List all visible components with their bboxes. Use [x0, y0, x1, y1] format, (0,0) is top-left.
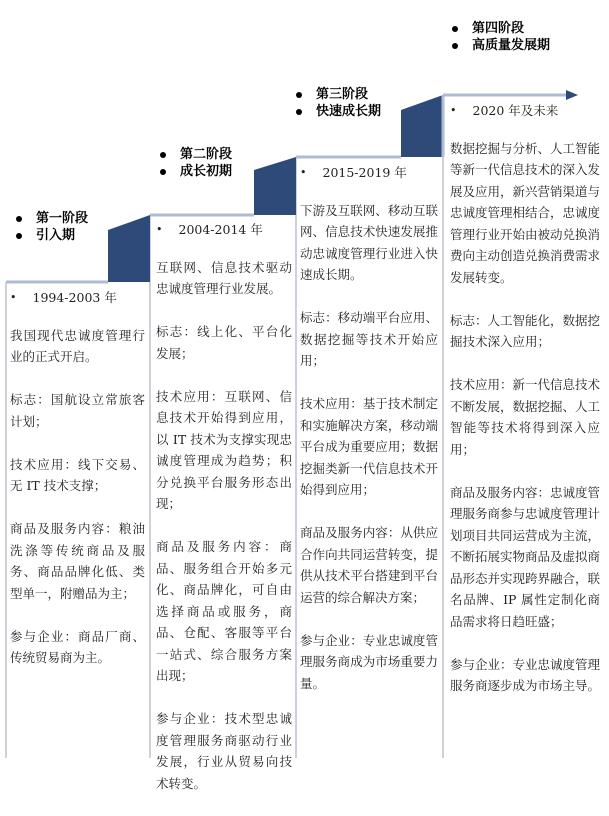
bullet-icon: • — [10, 291, 17, 304]
participants-paragraph: 参与企业：技术型忠诚度管理服务商驱动行业发展，行业从贸易向技术转变。 — [156, 711, 292, 791]
stage-label-1 — [16, 210, 88, 244]
participants-paragraph: 参与企业：专业忠诚度管理服务商逐步成为市场主导。 — [450, 656, 601, 693]
bullet-icon — [452, 43, 458, 49]
technology-paragraph: 技术应用：线下交易、无 IT 技术支撑； — [10, 456, 145, 493]
technology-paragraph: 技术应用：互联网、信息技术开始得到应用，以 IT 技术为支撑实现忠诚度管理成为趋势；积分兑换平台服务形态出现； — [156, 388, 292, 511]
period-label: 2004-2014 年 — [178, 222, 263, 237]
stage-column-3 — [300, 162, 438, 716]
stage-column-1 — [10, 287, 145, 690]
period-row — [300, 162, 438, 184]
step-connector-2 — [254, 157, 296, 215]
period-row — [156, 219, 292, 241]
period-label: 2015-2019 年 — [322, 165, 407, 180]
description-paragraph: 数据挖掘与分析、人工智能等新一代信息技术的深入发展及应用，新兴营销渠道与忠诚度管理相结合，忠诚度管理行业开始由被动兑换消费向主动创造兑换消费需求发展转变。 — [450, 140, 601, 285]
description-paragraph: 互联网、信息技术驱动忠诚度管理行业发展。 — [156, 259, 292, 296]
bullet-icon: • — [156, 223, 163, 236]
participants-paragraph: 参与企业：专业忠诚度管理服务商成为市场重要力量。 — [300, 632, 438, 691]
period-label: 2020 年及未来 — [472, 103, 559, 118]
stage-name: 引入期 — [36, 228, 76, 243]
stage-column-4 — [450, 100, 600, 718]
bullet-icon — [16, 233, 22, 239]
bullet-icon: • — [300, 166, 307, 179]
bullet-icon — [452, 26, 458, 32]
technology-paragraph: 技术应用：基于技术制定和实施解决方案，移动端平台成为重要应用；数据挖掘类新一代信息技术开始得到应用； — [300, 396, 438, 497]
products-paragraph: 商品及服务内容：商品、服务组合开始多元化、商品牌化，可自由选择商品或服务，商品、仓配、客服等平台一站式、综合服务方案出现； — [156, 539, 292, 683]
bullet-icon — [296, 92, 302, 98]
products-paragraph: 商品及服务内容：粮油洗涤等传统商品及服务、商品品牌化低、类型单一，附赠品为主； — [10, 521, 145, 601]
description-paragraph: 下游及互联网、移动互联网、信息技术快速发展推动忠诚度管理行业进入快速成长期。 — [300, 202, 438, 282]
products-paragraph: 商品及服务内容：从供应合作向共同运营转变，提供从技术平台搭建到平台运营的综合解决方案； — [300, 525, 438, 605]
stage-name: 高质量发展期 — [472, 38, 551, 53]
bullet-icon — [296, 109, 302, 115]
products-paragraph: 商品及服务内容：忠诚度管理服务商参与忠诚度管理计划项目共同运营成为主流，不断拓展实物商品及虚拟商品形态并实现跨界融合，联名品牌、IP 属性定制化商品需求将日趋旺盛； — [450, 484, 601, 629]
bullet-icon: • — [450, 104, 457, 117]
bullet-icon — [16, 216, 22, 222]
technology-paragraph: 技术应用：新一代信息技术不断发展，数据挖掘、人工智能等技术将得到深入应用； — [450, 377, 601, 457]
milestone-paragraph: 标志：线上化、平台化发展； — [156, 324, 292, 361]
stage-name: 成长初期 — [180, 164, 233, 179]
milestone-paragraph: 标志：移动端平台应用、数据挖掘等技术开始应用； — [300, 310, 438, 368]
step-connector-3 — [401, 95, 443, 157]
period-row — [450, 100, 600, 122]
participants-paragraph: 参与企业：商品厂商、传统贸易商为主。 — [10, 628, 145, 665]
stage-phase: 第三阶段 — [316, 87, 369, 102]
stage-phase: 第四阶段 — [472, 21, 525, 36]
stage-label-4 — [452, 20, 550, 54]
period-row — [10, 287, 145, 309]
stage-phase: 第二阶段 — [180, 147, 233, 162]
period-label: 1994-2003 年 — [32, 290, 117, 305]
bullet-icon — [160, 169, 166, 175]
stage-label-3 — [296, 86, 381, 120]
milestone-paragraph: 标志：人工智能化，数据挖掘技术深入应用； — [450, 312, 601, 349]
milestone-paragraph: 标志：国航设立常旅客计划； — [10, 392, 145, 429]
stage-phase: 第一阶段 — [36, 211, 89, 226]
stage-name: 快速成长期 — [316, 104, 382, 119]
description-paragraph: 我国现代忠诚度管理行业的正式开启。 — [10, 327, 145, 364]
stage-label-2 — [160, 146, 232, 180]
step-connector-1 — [108, 215, 150, 282]
bullet-icon — [160, 152, 166, 158]
stage-column-2 — [156, 219, 292, 816]
arrow-head — [566, 90, 578, 100]
